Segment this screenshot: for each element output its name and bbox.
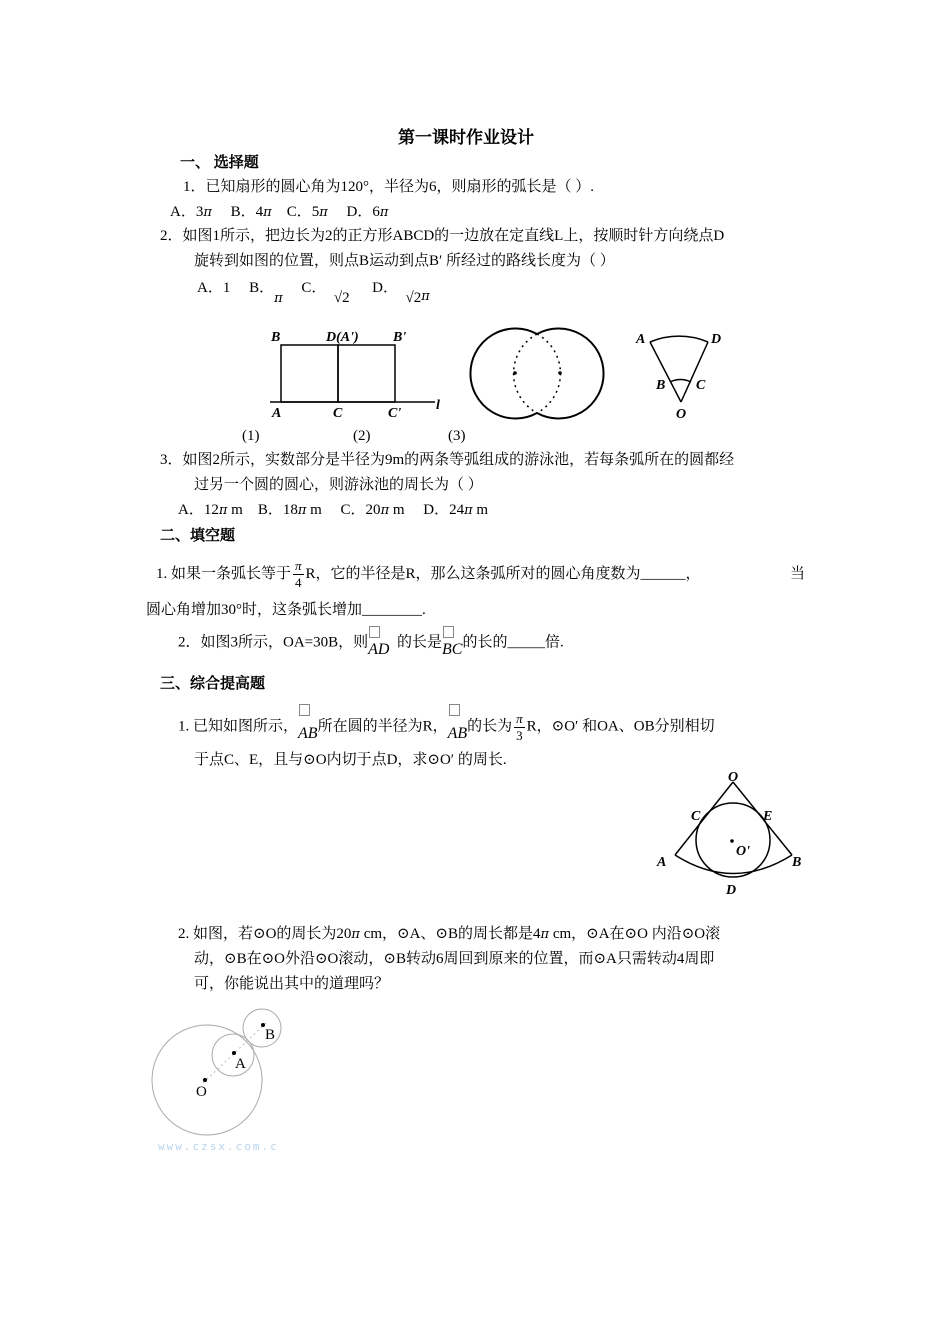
fig4-label-a: A [657,855,667,870]
fig4-label-d: D [726,883,737,898]
fig1-label-l: l [436,398,440,413]
problem-1-line2: 于点C、E，且与⊙O内切于点D，求⊙O′ 的周长. [194,752,507,768]
question-2-options: A．1 B．π C． √2 D． √2π [197,280,430,306]
fraction-pi-over-4: $\frac{\pi}{4}$ [295,558,302,591]
q3-option-d: D．24 [423,502,465,518]
q2-option-d: D． [372,280,398,296]
fig1-label-c: C [333,406,343,421]
fig1-label-d: D(A') [326,330,359,345]
question-3-line2: 过另一个圆的圆心，则游泳池的周长为（ ） [194,477,483,493]
fill-question-1-line1: 1. 如果一条弧长等于 $\frac{\pi}{4}$ R，它的半径是R，那么这条弧所对的圆心角度数为______， [156,558,701,591]
fill-question-1-when: 当 [790,566,806,582]
q3-option-a: A．12 [178,502,219,518]
question-3-options: A．12π m B．18π m C．20π m D．24π m [178,502,489,518]
q1-option-d: D．6 [346,204,380,220]
fig4-label-e: E [763,809,773,824]
fig4-label-b: B [792,855,802,870]
question-3-line1: 3．如图2所示，实数部分是半径为9m的两条等弧组成的游泳池，若每条弧所在的圆都经 [160,452,735,468]
q1-option-b: B．4 [230,204,264,220]
fig1-label-c-prime: C' [388,406,402,421]
question-2-line2: 旋转到如图的位置，则点B运动到点B′ 所经过的路线长度为（ ） [194,253,615,269]
fill-question-2: 2．如图3所示，OA=30B，则AD 的长是BC的长的_____倍. [178,624,564,660]
q1-option-c: C．5 [286,204,320,220]
fig5-label-b: B [265,1027,276,1043]
q2-option-a: A．1 [197,280,231,296]
section-heading-choice: 一、 选择题 [180,155,259,171]
fig4-label-o: O [728,770,739,785]
problem-1-line1: 1. 已知如图所示，AB所在圆的半径为R，AB的长为 $\frac{\pi}{3}$ R，⊙O′ 和OA、OB分别相切 [178,702,715,742]
fig1-label-b-prime: B' [393,330,407,345]
q1-option-a: A．3 [170,204,204,220]
question-2-line1: 2．如图1所示，把边长为2的正方形ABCD的一边放在定直线L上，按顺时针方向绕点D [160,228,725,244]
q2-option-c: C． [301,280,327,296]
figure-3-sector [632,328,732,423]
section-heading-comprehensive: 三、综合提高题 [160,676,266,692]
caption-fig-3: (3) [448,428,466,444]
figure-5-rolling-circles [145,1005,305,1155]
page-title: 第一课时作业设计 [398,128,534,147]
figure-4-sector-incircle [650,770,810,900]
problem-2-line1: 2. 如图，若⊙O的周长为20π cm，⊙A、⊙B的周长都是4π cm，⊙A在⊙O 内沿⊙O滚 [178,926,721,942]
figure-2-pool [470,328,610,423]
fig3-label-c: C [696,378,706,393]
watermark-text: www.czsx.com.c [158,1140,279,1153]
arc-ab-2: AB [448,702,468,752]
fig4-label-c: C [691,809,701,824]
fig3-label-d: D [711,332,722,347]
fig5-label-a: A [235,1056,246,1072]
caption-fig-2: (2) [353,428,371,444]
q2-option-b: B． [249,280,275,296]
arc-ad: AD [368,624,389,662]
question-1-stem: 1．已知扇形的圆心角为120°，半径为6，则扇形的弧长是（ ）. [183,179,595,195]
q3-option-c: C．20 [340,502,381,518]
fig3-label-o: O [676,407,687,422]
problem-2-line2: 动，⊙B在⊙O外沿⊙O滚动，⊙B转动6周回到原来的位置，而⊙A只需转动4周即 [194,951,715,967]
fig1-label-a: A [272,406,282,421]
figure-1-squares [260,325,450,425]
fill-question-1-line2: 圆心角增加30°时，这条弧长增加________. [146,602,426,618]
fraction-pi-over-3: $\frac{\pi}{3}$ [516,710,523,743]
fig4-label-o-prime: O' [736,844,750,859]
fig3-label-a: A [636,332,646,347]
question-1-options: A．3π B．4π C．5π D．6π [170,204,389,220]
fig3-label-b: B [656,378,666,393]
section-heading-fill: 二、填空题 [160,528,236,544]
arc-bc: BC [442,624,462,662]
fig5-label-o: O [196,1084,207,1100]
q3-option-b: B．18 [257,502,298,518]
caption-fig-1: (1) [242,428,260,444]
problem-2-line3: 可，你能说出其中的道理吗？ [194,976,390,992]
fig1-label-b: B [271,330,281,345]
arc-ab: AB [298,702,318,752]
